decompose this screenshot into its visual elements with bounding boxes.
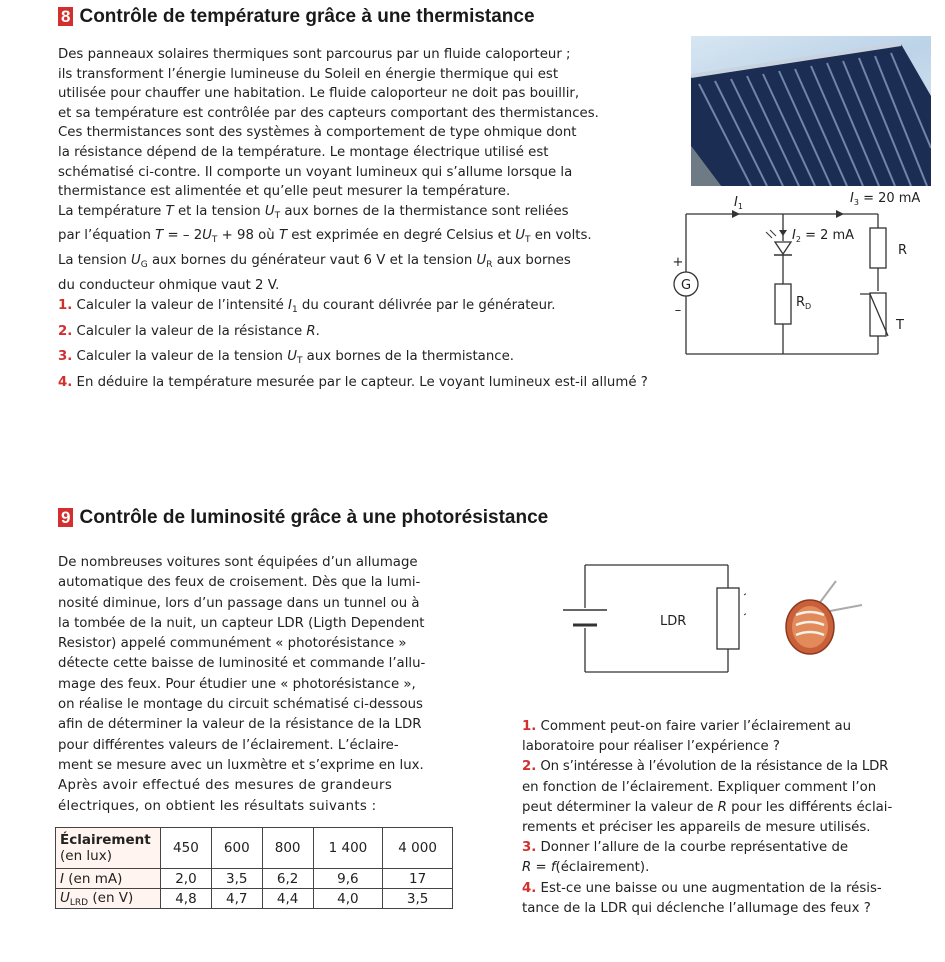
question-9-1: 1. Comment peut-on faire varier l’éclairement au	[522, 719, 852, 734]
table-header-cell: I (en mA)	[56, 869, 161, 889]
text-line: utilisée pour chauffer une habitation. Le fluide caloporteur ne doit pas bouillir,	[58, 86, 580, 102]
text-line: la résistance dépend de la température. Le montage électrique utilisé est	[58, 144, 549, 160]
text-line: automatique des feux de croisement. Dès que la lumi-	[58, 575, 421, 591]
ldr-circuit-diagram	[556, 555, 746, 685]
table-row	[56, 889, 453, 909]
resistor-rd-label: $R_D$	[796, 295, 812, 311]
table-cell: 450	[161, 828, 212, 869]
text-line: du conducteur ohmique vaut 2 V.	[58, 277, 280, 293]
question-8-4: 4. En déduire la température mesurée par le capteur. Le voyant lumineux est-il allumé ?	[58, 375, 648, 390]
plus-sign: +	[672, 255, 684, 270]
table-header-cell: Éclairement (en lux)	[56, 828, 161, 869]
table-cell: 2,0	[161, 869, 212, 889]
ldr-label: LDR	[660, 614, 687, 629]
exercise-title: Contrôle de température grâce à une thermistance	[79, 6, 535, 27]
table-header-cell: $U_{LRD}$ (en V)	[56, 889, 161, 909]
text-line: par l’équation T = – $2U_T + 98$ où T est exprimée en degré Celsius et $U_T$ en volts.	[58, 228, 592, 246]
current-i1-label: $I_1$	[734, 195, 743, 211]
thermistor-symbol	[860, 293, 888, 336]
text-line: et sa température est contrôlée par des capteurs comportant des thermistances.	[58, 105, 599, 121]
text-line: ment se mesure avec un luxmètre et s’exprime en lux.	[58, 757, 424, 773]
text-line: R = f(éclairement).	[522, 860, 650, 876]
text-line: peut déterminer la valeur de R pour les différents éclai-	[522, 799, 893, 815]
exercise-9-heading	[58, 507, 548, 529]
text-line: afin de déterminer la valeur de la résistance de la LDR	[58, 717, 422, 733]
table-cell: 4,0	[313, 889, 383, 909]
light-arrows-icon	[744, 591, 746, 615]
text-line: tance de la LDR qui déclenche l’allumage des feux ?	[522, 900, 871, 916]
text-line: La température T et la tension $U_T$ aux bornes de la thermistance sont reliées	[58, 203, 569, 221]
table-cell: 17	[383, 869, 453, 889]
table-cell: 4,4	[262, 889, 313, 909]
exercise-number: 8	[58, 7, 73, 26]
resistor-r-symbol	[870, 228, 886, 268]
resistor-rd-symbol	[775, 284, 791, 324]
text-line: rements et préciser les appareils de mesure utilisés.	[522, 820, 871, 836]
exercise-8-intro	[58, 45, 599, 295]
table-cell: 4,7	[211, 889, 262, 909]
exercise-number: 9	[58, 508, 73, 527]
current-i2-label: $I_2 = 2$ mA	[792, 228, 855, 244]
generator-label: G	[680, 278, 692, 293]
current-i3-label: $I_3 = 20$ mA	[850, 191, 921, 207]
table-cell: 1 400	[313, 828, 383, 869]
text-line: nosité diminue, lors d’un passage dans un tunnel ou à	[58, 595, 420, 611]
text-line: La tension $U_G$ aux bornes du générateur vaut 6 V et la tension $U_R$ aux bornes	[58, 252, 571, 270]
solar-panel-photo	[691, 36, 931, 186]
exercise-9-questions	[522, 717, 892, 919]
ldr-component-photo	[770, 575, 870, 665]
table-cell: 9,6	[313, 869, 383, 889]
table-cell: 3,5	[211, 869, 262, 889]
text-line: en fonction de l’éclairement. Expliquer comment l’on	[522, 779, 877, 795]
text-line: Resistor) appelé communément « photorésistance »	[58, 636, 407, 652]
led-symbol	[766, 230, 792, 268]
solar-panel-illustration	[691, 36, 931, 186]
table-row	[56, 869, 453, 889]
table-row	[56, 828, 453, 869]
text-line: laboratoire pour réaliser l’expérience ?	[522, 739, 780, 755]
table-cell: 4 000	[383, 828, 453, 869]
question-8-1: 1. Calculer la valeur de l’intensité $I_1$ du courant délivrée par le générateur.	[58, 298, 556, 315]
ldr-results-table	[55, 827, 453, 909]
text-line: pour différentes valeurs de l’éclairement. L’éclaire-	[58, 737, 399, 753]
text-line: Des panneaux solaires thermiques sont parcourus par un fluide caloporteur ;	[58, 47, 571, 62]
question-9-3: 3. Donner l’allure de la courbe représentative de	[522, 840, 849, 856]
text-line: Après avoir effectué des mesures de grandeurs	[58, 778, 393, 794]
text-line: De nombreuses voitures sont équipées d’un allumage	[58, 555, 418, 570]
exercise-9-intro	[58, 553, 425, 817]
question-9-2: 2. On s’intéresse à l’évolution de la résistance de la LDR	[522, 759, 889, 775]
thermistor-circuit-diagram	[668, 186, 943, 366]
table-cell: 6,2	[262, 869, 313, 889]
text-line: schématisé ci-contre. Il comporte un voyant lumineux qui s’allume lorsque la	[58, 164, 573, 180]
question-9-4: 4. Est-ce une baisse ou une augmentation de la résis-	[522, 880, 882, 896]
text-line: mage des feux. Pour étudier une « photorésistance »,	[58, 676, 416, 692]
text-line: détecte cette baisse de luminosité et commande l’allu-	[58, 656, 426, 672]
text-line: électriques, on obtient les résultats suivants :	[58, 798, 377, 814]
question-8-2: 2. Calculer la valeur de la résistance R.	[58, 324, 320, 339]
text-line: ils transforment l’énergie lumineuse du Soleil en énergie thermique qui est	[58, 66, 559, 82]
thermistor-label: T	[896, 318, 904, 333]
text-line: on réalise le montage du circuit schématisé ci-dessous	[58, 697, 423, 713]
text-line: la tombée de la nuit, un capteur LDR (Ligth Dependent	[58, 615, 425, 631]
question-8-3: 3. Calculer la valeur de la tension $U_T$ aux bornes de la thermistance.	[58, 349, 514, 366]
table-cell: 800	[262, 828, 313, 869]
exercise-title: Contrôle de luminosité grâce à une photorésistance	[79, 507, 549, 528]
ldr-symbol	[717, 588, 739, 649]
exercise-8-heading	[58, 6, 535, 28]
table-cell: 4,8	[161, 889, 212, 909]
minus-sign: –	[674, 303, 682, 318]
text-line: thermistance est alimentée et qu’elle peut mesurer la température.	[58, 184, 511, 200]
generator-symbol	[673, 255, 698, 318]
table-cell: 600	[211, 828, 262, 869]
resistor-r-label: R	[898, 243, 908, 258]
text-line: Ces thermistances sont des systèmes à comportement de type ohmique dont	[58, 125, 577, 141]
table-cell: 3,5	[383, 889, 453, 909]
